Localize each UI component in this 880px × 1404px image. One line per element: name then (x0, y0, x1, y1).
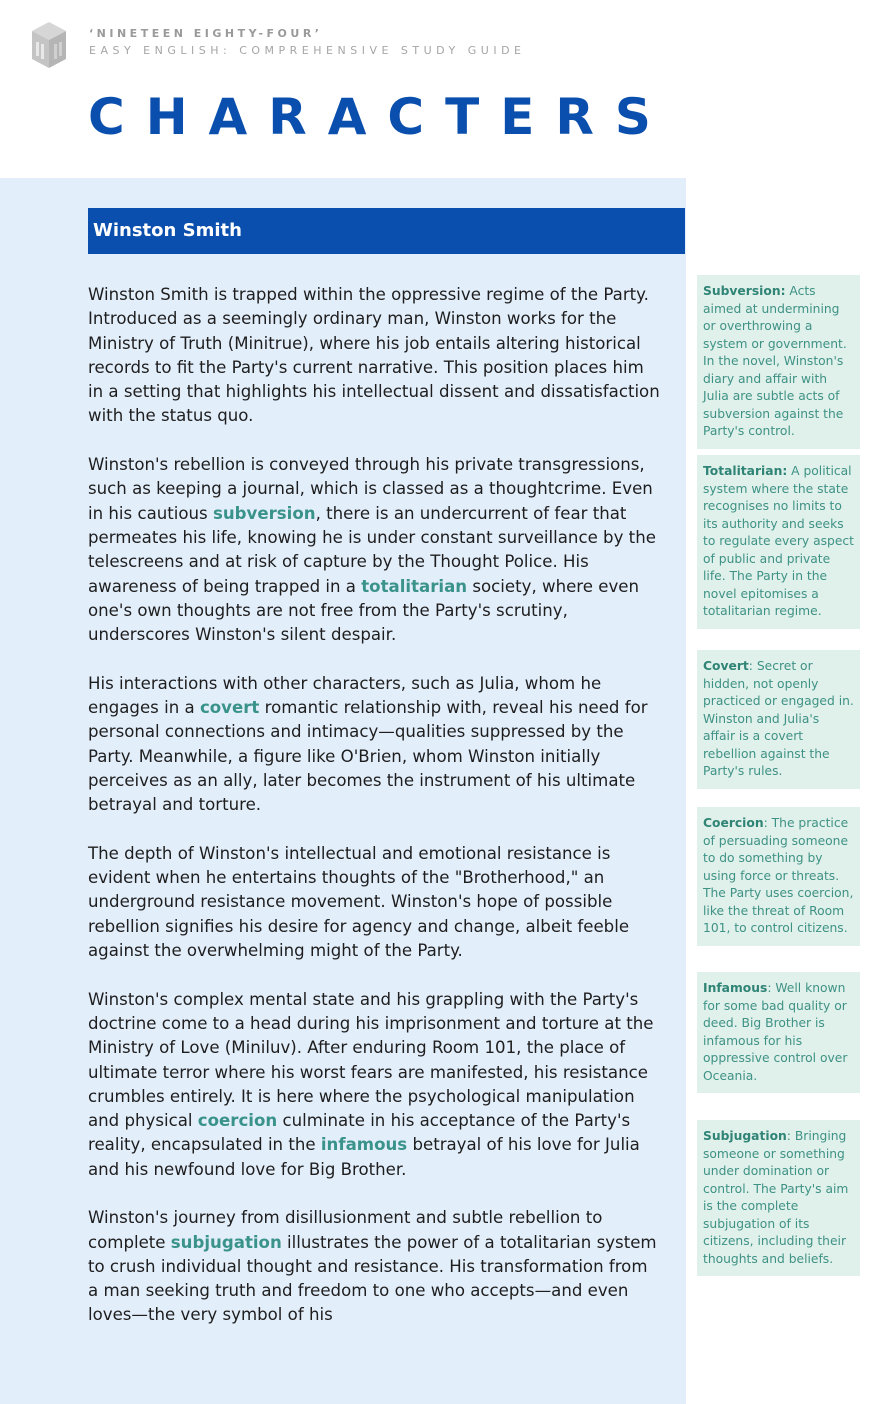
keyword: subversion (212, 503, 316, 523)
glossary-term: Subversion: (703, 284, 786, 298)
glossary-term: Subjugation (703, 1129, 787, 1143)
glossary-note (697, 455, 860, 629)
book-stack-icon (28, 20, 70, 70)
text-run: Winston's complex mental state and his grappling with the Party's doctrine come to a head during his imprisonment and torture at the Ministry of Love (Miniluv). After enduring Room 101, the place of ultimate terror where his worst fears are manifested, his resistance crumbles entirely. It is here where the psychological manipulation and physical (88, 989, 654, 1131)
body-text (88, 283, 662, 1352)
keyword: infamous (320, 1135, 408, 1155)
series-title: ‘NINETEEN EIGHTY-FOUR’ (89, 27, 323, 40)
glossary-note (697, 650, 860, 789)
glossary-note (697, 972, 860, 1093)
text-run: Winston's journey from disillusionment and subtle rebellion to complete (88, 1208, 603, 1252)
glossary-definition: : Well known for some bad quality or deed. Big Brother is infamous for his oppressive control over Oceania. (703, 981, 848, 1083)
glossary-definition: Acts aimed at undermining or overthrowing a system or government. In the novel, Winston's diary and affair with Julia are subtle acts of subversion against the Party's control. (703, 284, 847, 438)
text-run: The depth of Winston's intellectual and emotional resistance is evident when he entertains thoughts of the "Brotherhood," an underground resistance movement. Winston's hope of possible rebellion signifies his desire for agency and change, albeit feeble against the overwhelming might of the Party. (88, 843, 630, 961)
glossary-note (697, 275, 860, 449)
keyword: covert (199, 698, 260, 718)
text-run: His interactions with other characters, such as Julia, whom he engages in a (88, 673, 602, 718)
glossary-note (697, 807, 860, 946)
text-run: culminate in his acceptance of the Party's reality, encapsulated in the (88, 1111, 631, 1155)
section-heading-bar (88, 208, 685, 254)
glossary-note (697, 1120, 860, 1276)
body-paragraph (88, 1206, 662, 1327)
glossary-definition: : Secret or hidden, not openly practiced or engaged in. Winston and Julia's affair is a covert rebellion against the Party's rules. (703, 659, 854, 778)
body-paragraph (88, 453, 662, 647)
text-run: betrayal of his love for Julia and his newfound love for Big Brother. (88, 1135, 640, 1179)
glossary-term: Totalitarian: (703, 464, 788, 478)
guide-subtitle: EASY ENGLISH: COMPREHENSIVE STUDY GUIDE (89, 44, 526, 57)
text-run: society, where even one's own thoughts are not free from the Party's scrutiny, underscores Winston's silent despair. (88, 576, 639, 645)
text-run: Winston's rebellion is conveyed through his private transgressions, such as keeping a journal, which is classed as a thoughtcrime. Even in his cautious (88, 455, 653, 523)
body-paragraph (88, 988, 662, 1182)
text-run: , there is an undercurrent of fear that permeates his life, knowing he is under constant surveillance by the telescreens and at risk of capture by the Thought Police. His awareness of being trapped in a (88, 503, 656, 596)
page-title: CHARACTERS (88, 88, 672, 146)
page-header (0, 0, 880, 178)
keyword: subjugation (170, 1232, 282, 1252)
body-paragraph (88, 672, 662, 818)
body-paragraph (88, 283, 662, 429)
glossary-term: Infamous (703, 981, 768, 995)
text-run: Winston Smith is trapped within the oppressive regime of the Party. Introduced as a seemingly ordinary man, Winston works for the Ministry of Truth (Minitrue), where his job entails altering historical records to fit the Party's current narrative. This position places him in a setting that highlights his intellectual dissent and dissatisfaction with the status quo. (88, 285, 660, 426)
glossary-definition: : The practice of persuading someone to do something by using force or threats. The Party uses coercion, like the threat of Room 101, to control citizens. (703, 816, 854, 935)
glossary-definition: A political system where the state recognises no limits to its authority and seeks to regulate every aspect of public and private life. The Party in the novel epitomises a totalitarian regime. (703, 464, 854, 618)
keyword: coercion (197, 1111, 278, 1131)
glossary-definition: : Bringing someone or something under domination or control. The Party's aim is the complete subjugation of its citizens, including their thoughts and beliefs. (703, 1129, 849, 1266)
text-run: illustrates the power of a totalitarian system to crush individual thought and resistance. His transformation from a man seeking truth and freedom to one who accepts—and even loves—the very symbol of his (88, 1232, 657, 1325)
keyword: totalitarian (361, 576, 468, 596)
glossary-term: Covert (703, 659, 749, 673)
text-run: romantic relationship with, reveal his need for personal connections and intimacy—qualities suppressed by the Party. Meanwhile, a figure like O'Brien, whom Winston initially perceives as an ally, later becomes the instrument of his ultimate betrayal and torture. (88, 698, 648, 815)
body-paragraph (88, 842, 662, 963)
section-title: Winston Smith (93, 220, 242, 241)
glossary-term: Coercion (703, 816, 764, 830)
